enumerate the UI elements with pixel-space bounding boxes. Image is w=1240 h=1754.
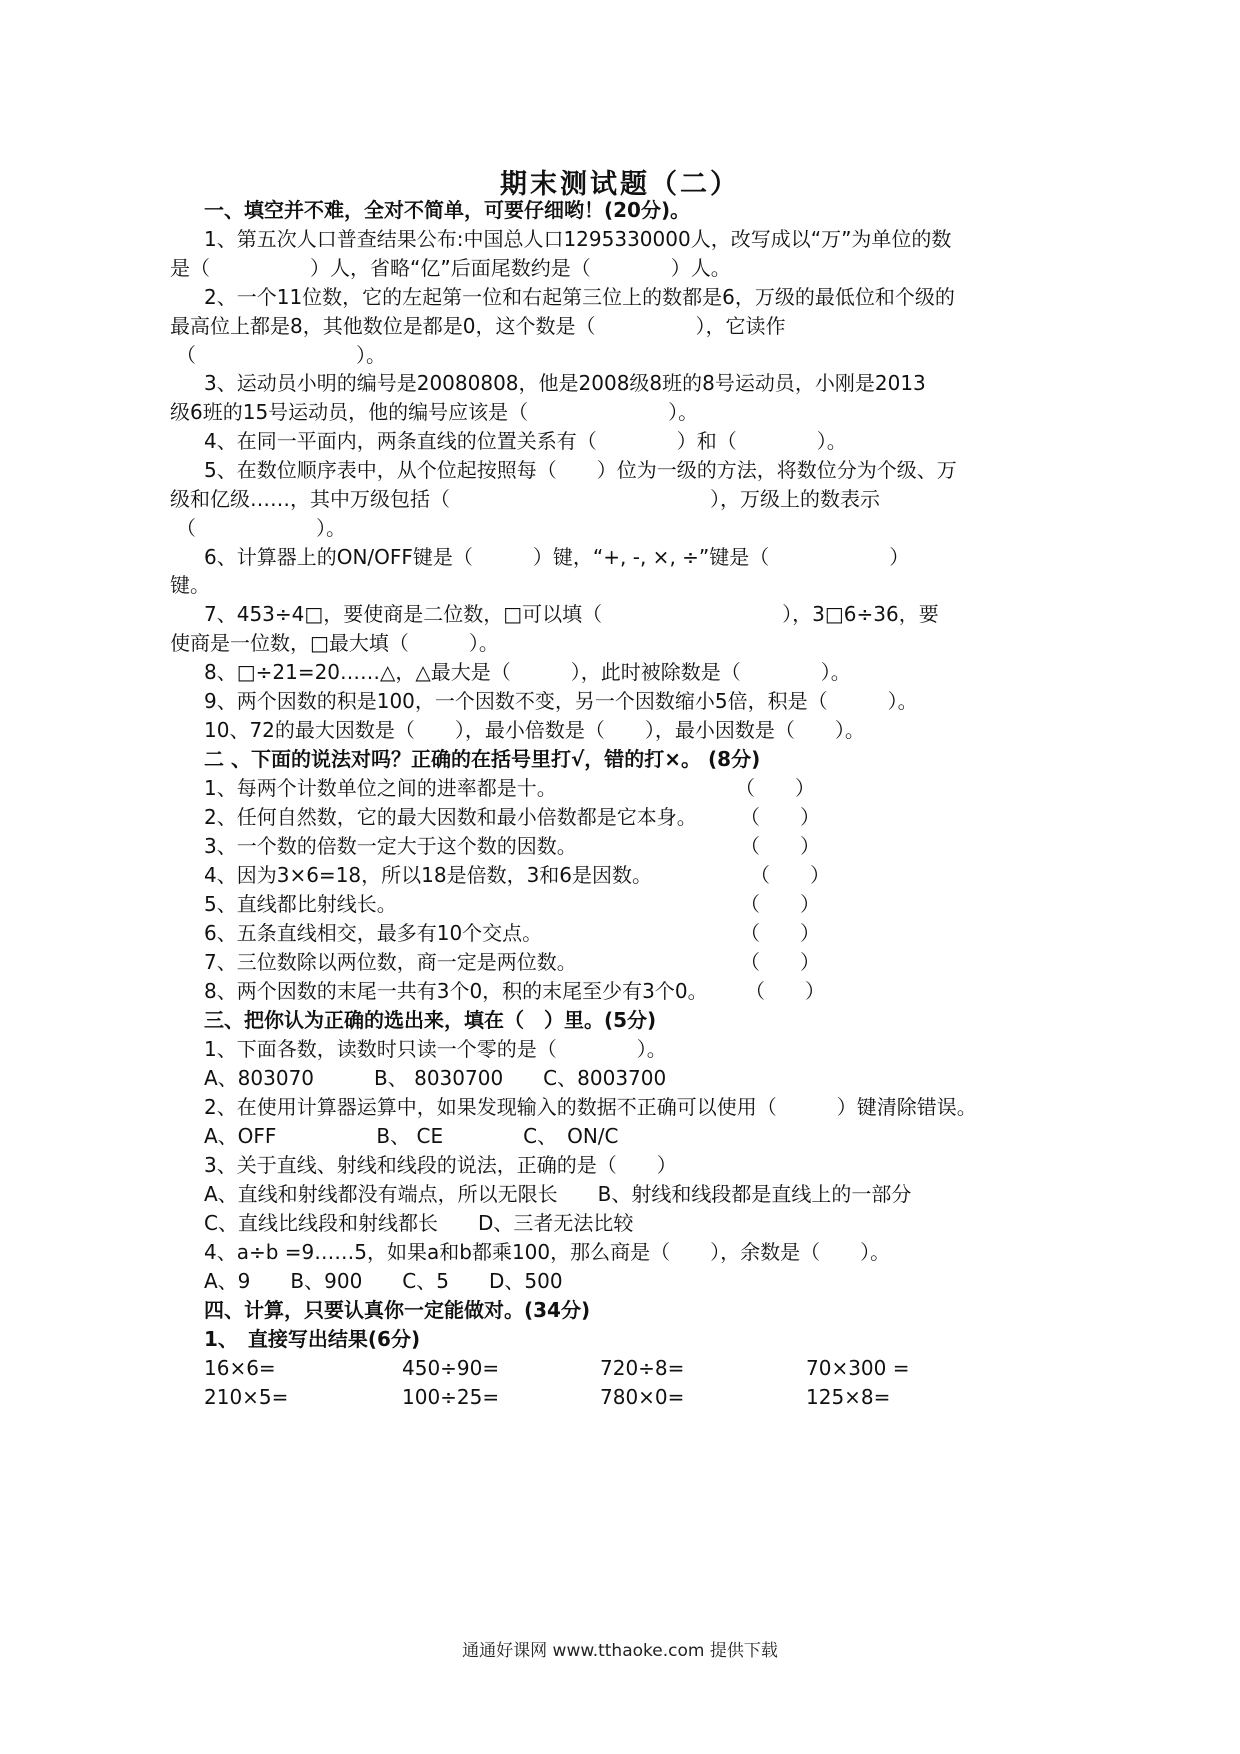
tf-answer-blank: （ ）: [740, 834, 820, 858]
calc-item: 720÷8=: [600, 1356, 685, 1380]
s1-line: 8、□÷21=20……△，△最大是（ ），此时被除数是（ ）。: [204, 660, 851, 684]
section3-heading: 三、把你认为正确的选出来，填在（ ）里。(5分): [204, 1008, 657, 1032]
s1-line: （ ）。: [176, 343, 386, 367]
page-title: 期末测试题（二）: [500, 169, 740, 200]
tf-statement: 5、直线都比射线长。: [204, 892, 397, 916]
s3-line: 3、关于直线、射线和线段的说法，正确的是（ ）: [204, 1153, 677, 1177]
s1-line: 9、两个因数的积是100，一个因数不变，另一个因数缩小5倍，积是（ ）。: [204, 689, 918, 713]
section4-subheading: 1、 直接写出结果(6分): [204, 1327, 421, 1351]
s3-line: A、9 B、900 C、5 D、500: [204, 1269, 563, 1293]
section1-heading: 一、填空并不难，全对不简单，可要仔细哟！(20分)。: [204, 198, 691, 222]
tf-answer-blank: （ ）: [740, 921, 820, 945]
calc-item: 210×5=: [204, 1385, 289, 1409]
tf-answer-blank: （ ）: [745, 979, 825, 1003]
s1-line: 使商是一位数，□最大填（ ）。: [170, 631, 499, 655]
s1-line: 最高位上都是8，其他数位是都是0，这个数是（ ），它读作: [170, 314, 786, 338]
section4-heading: 四、计算，只要认真你一定能做对。(34分): [204, 1298, 591, 1322]
s1-line: 是（ ）人，省略“亿”后面尾数约是（ ）人。: [170, 256, 731, 280]
s1-line: 级和亿级……，其中万级包括（ ），万级上的数表示: [170, 487, 880, 511]
s3-line: C、直线比线段和射线都长 D、三者无法比较: [204, 1211, 634, 1235]
s3-line: A、直线和射线都没有端点，所以无限长 B、射线和线段都是直线上的一部分: [204, 1182, 912, 1206]
tf-answer-blank: （ ）: [740, 805, 820, 829]
s1-line: 6、计算器上的ON/OFF键是（ ）键，“+, -, ×, ÷”键是（ ）: [204, 545, 910, 569]
calc-item: 125×8=: [806, 1385, 891, 1409]
tf-statement: 2、任何自然数，它的最大因数和最小倍数都是它本身。: [204, 805, 697, 829]
s1-line: 3、运动员小明的编号是20080808，他是2008级8班的8号运动员，小刚是2013: [204, 371, 926, 395]
s1-line: 7、453÷4□，要使商是二位数，□可以填（ ），3□6÷36，要: [204, 602, 939, 626]
s1-line: 1、第五次人口普查结果公布:中国总人口1295330000人，改写成以“万”为单位的数: [204, 227, 952, 251]
tf-statement: 1、每两个计数单位之间的进率都是十。: [204, 776, 557, 800]
s3-line: 1、下面各数，读数时只读一个零的是（ ）。: [204, 1037, 667, 1061]
section2-heading: 二 、下面的说法对吗？正确的在括号里打√，错的打×。 (8分): [204, 747, 761, 771]
s3-line: 2、在使用计算器运算中，如果发现输入的数据不正确可以使用（ ）键清除错误。: [204, 1095, 977, 1119]
tf-answer-blank: （ ）: [740, 892, 820, 916]
s3-line: A、803070 B、 8030700 C、8003700: [204, 1066, 667, 1090]
tf-statement: 3、一个数的倍数一定大于这个数的因数。: [204, 834, 577, 858]
calc-item: 16×6=: [204, 1356, 276, 1380]
calc-item: 780×0=: [600, 1385, 685, 1409]
calc-item: 70×300 =: [806, 1356, 910, 1380]
s1-line: 键。: [170, 573, 210, 597]
tf-statement: 7、三位数除以两位数，商一定是两位数。: [204, 950, 577, 974]
s3-line: A、OFF B、 CE C、 ON/C: [204, 1124, 619, 1148]
footer-source: 通通好课网 www.tthaoke.com 提供下载: [462, 1641, 778, 1661]
s3-line: 4、a÷b =9……5，如果a和b都乘100，那么商是（ ），余数是（ ）。: [204, 1240, 891, 1264]
s1-line: （ ）。: [176, 516, 346, 540]
s1-line: 4、在同一平面内，两条直线的位置关系有（ ）和（ ）。: [204, 429, 847, 453]
calc-item: 450÷90=: [402, 1356, 500, 1380]
tf-answer-blank: （ ）: [735, 776, 815, 800]
calc-item: 100÷25=: [402, 1385, 500, 1409]
s1-line: 级6班的15号运动员，他的编号应该是（ ）。: [170, 400, 699, 424]
tf-statement: 8、两个因数的末尾一共有3个0，积的末尾至少有3个0。: [204, 979, 708, 1003]
s1-line: 10、72的最大因数是（ ），最小倍数是（ ），最小因数是（ ）。: [204, 718, 865, 742]
tf-answer-blank: （ ）: [740, 950, 820, 974]
tf-statement: 6、五条直线相交，最多有10个交点。: [204, 921, 543, 945]
s1-line: 2、一个11位数，它的左起第一位和右起第三位上的数都是6，万级的最低位和个级的: [204, 285, 955, 309]
s1-line: 5、在数位顺序表中，从个位起按照每（ ）位为一级的方法，将数位分为个级、万: [204, 458, 957, 482]
tf-answer-blank: （ ）: [750, 863, 830, 887]
tf-statement: 4、因为3×6=18，所以18是倍数，3和6是因数。: [204, 863, 653, 887]
